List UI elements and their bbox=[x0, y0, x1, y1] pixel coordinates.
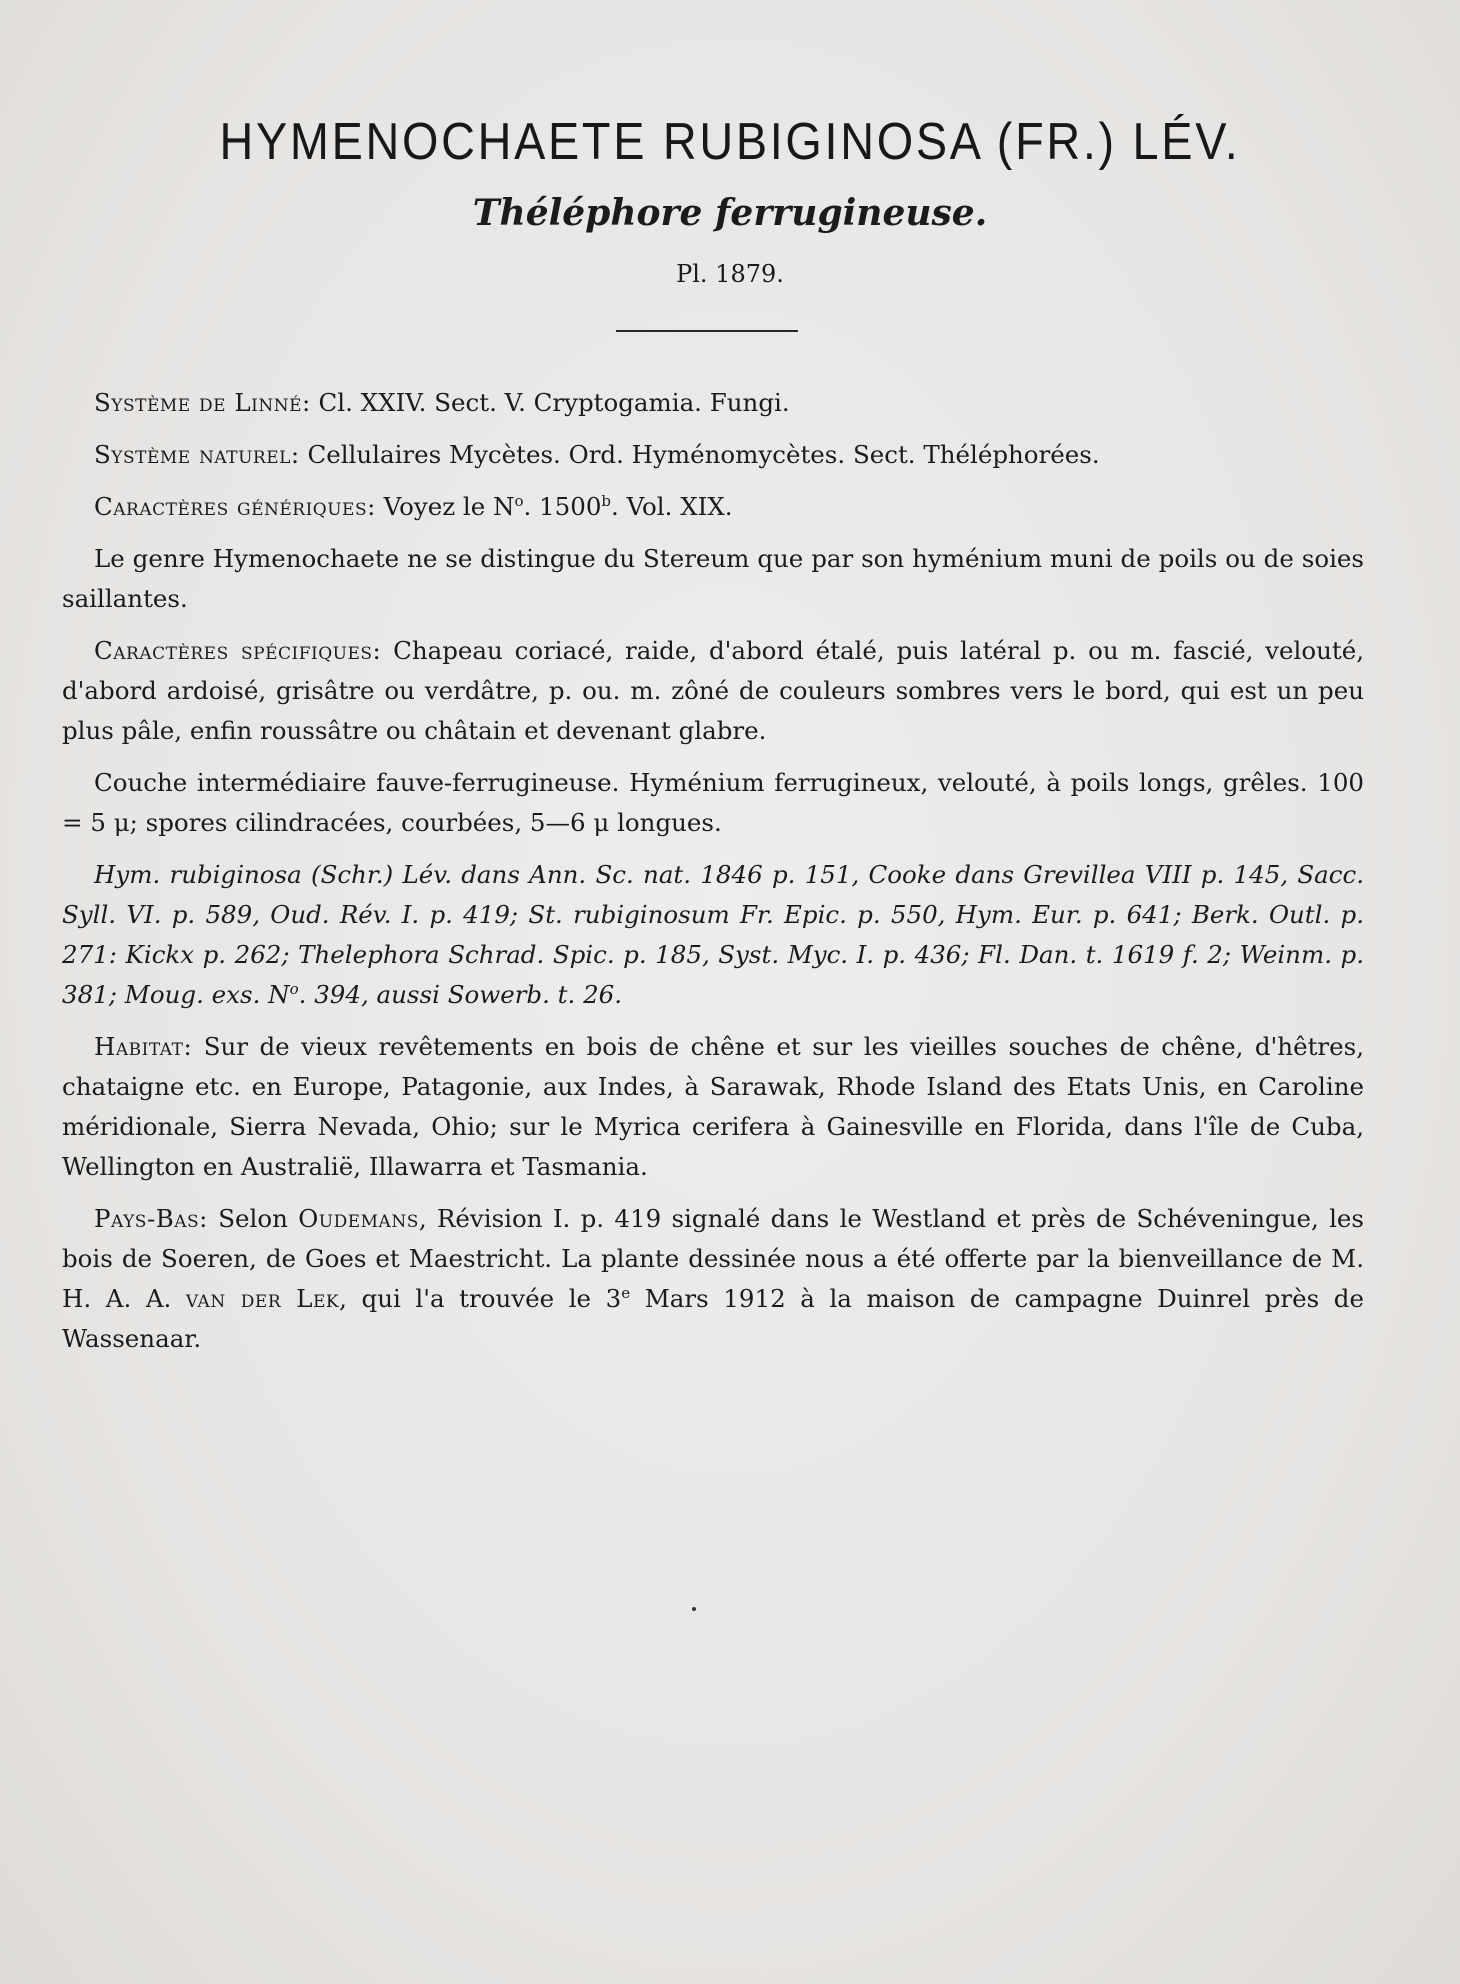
systeme-naturel-paragraph bbox=[62, 435, 1364, 475]
pays-bas-label: Pays-Bas: bbox=[94, 1204, 208, 1233]
habitat-text: Sur de vieux revêtements en bois de chêne et sur les vieilles souches de chêne, d'hêtres, chataigne etc. en Europe, Patagonie, aux Indes, à Sarawak, Rhode Island des Etats Unis, en Caroline méridionale, Sierra Nevada, Ohio; sur le Myrica cerifera à Gainesville en Florida, dans l'île de Cuba, Wellington en Australië, Illawarra et Tasmania. bbox=[62, 1032, 1364, 1181]
caracteres-specifiques-label: Caractères spécifiques: bbox=[94, 636, 382, 665]
page-speck bbox=[692, 1607, 696, 1611]
references-superscript: o bbox=[289, 979, 299, 998]
collector-name: van der Lek bbox=[185, 1284, 340, 1313]
caracteres-generiques-paragraph bbox=[62, 487, 1364, 527]
habitat-label: Habitat: bbox=[94, 1032, 193, 1061]
systeme-linne-text: Cl. XXIV. Sect. V. Cryptogamia. Fungi. bbox=[310, 388, 790, 417]
pays-bas-text-2: , Révision I. p. 419 signalé dans le Westland et près de Schéveningue, les bois de Soeren, de Goes et Maestricht. La plante dessinée nous a été offerte par la bienveillance de M. H. A. A. bbox=[62, 1204, 1364, 1313]
page-subtitle: Théléphore ferrugineuse. bbox=[472, 192, 988, 234]
caracteres-specifiques-text: Chapeau coriacé, raide, d'abord étalé, puis latéral p. ou m. fascié, velouté, d'abord ardoisé, grisâtre ou verdâtre, p. ou. m. zôné de couleurs sombres vers le bord, qui est un peu plus pâle, enfin roussâtre ou châtain et devenant glabre. bbox=[62, 636, 1364, 745]
plate-number: Pl. 1879. bbox=[676, 260, 784, 288]
pays-bas-paragraph bbox=[62, 1199, 1364, 1359]
systeme-linne-label: Système de Linné: bbox=[94, 388, 311, 417]
habitat-paragraph bbox=[62, 1027, 1364, 1187]
title-divider bbox=[616, 330, 798, 332]
pays-bas-text-4: Mars 1912 à la maison de campagne Duinrel près de Wassenaar. bbox=[62, 1284, 1364, 1353]
systeme-naturel-text: Cellulaires Mycètes. Ord. Hyménomycètes. Sect. Théléphorées. bbox=[299, 440, 1100, 469]
pays-bas-text: Selon bbox=[207, 1204, 299, 1233]
references-text: Hym. rubiginosa (Schr.) Lév. dans Ann. Sc. nat. 1846 p. 151, Cooke dans Grevillea VIII p. 145, Sacc. Syll. VI. p. 589, Oud. Rév. I. p. 419; St. rubiginosum Fr. Epic. p. 550, Hym. Eur. p. 641; Berk. Outl. p. 271: Kickx p. 262; Thelephora Schrad. Spic. p. 185, Syst. Myc. I. p. 436; Fl. Dan. t. 1619 f. 2; Weinm. p. 381; Moug. exs. N bbox=[62, 860, 1364, 1009]
author-name-oudemans: Oudemans bbox=[298, 1204, 419, 1233]
numero-superscript: o bbox=[514, 491, 524, 510]
pays-bas-text-3: , qui l'a trouvée le 3 bbox=[339, 1284, 622, 1313]
caracteres-generiques-number: . 1500 bbox=[523, 492, 602, 521]
couche-paragraph: Couche intermédiaire fauve-ferrugineuse. Hyménium ferrugineux, velouté, à poils longs, grêles. 100 = 5 μ; spores cilindracées, courbées, 5—6 μ longues. bbox=[62, 768, 1364, 837]
caracteres-specifiques-paragraph bbox=[62, 631, 1364, 751]
references-text-end: . 394, aussi Sowerb. t. 26. bbox=[298, 980, 623, 1009]
caracteres-generiques-text: Voyez le N bbox=[375, 492, 515, 521]
references-paragraph bbox=[62, 855, 1364, 1015]
caracteres-generiques-label: Caractères génériques: bbox=[94, 492, 376, 521]
date-superscript: e bbox=[621, 1283, 631, 1302]
genre-paragraph: Le genre Hymenochaete ne se distingue du Stereum que par son hyménium muni de poils ou de soies saillantes. bbox=[62, 544, 1364, 613]
systeme-linne-paragraph bbox=[62, 383, 1364, 423]
page-title: HYMENOCHAETE RUBIGINOSA (FR.) LÉV. bbox=[219, 113, 1241, 171]
systeme-naturel-label: Système naturel: bbox=[94, 440, 300, 469]
number-superscript: b bbox=[601, 491, 612, 510]
document-body bbox=[62, 383, 1364, 1371]
caracteres-generiques-volume: . Vol. XIX. bbox=[611, 492, 733, 521]
